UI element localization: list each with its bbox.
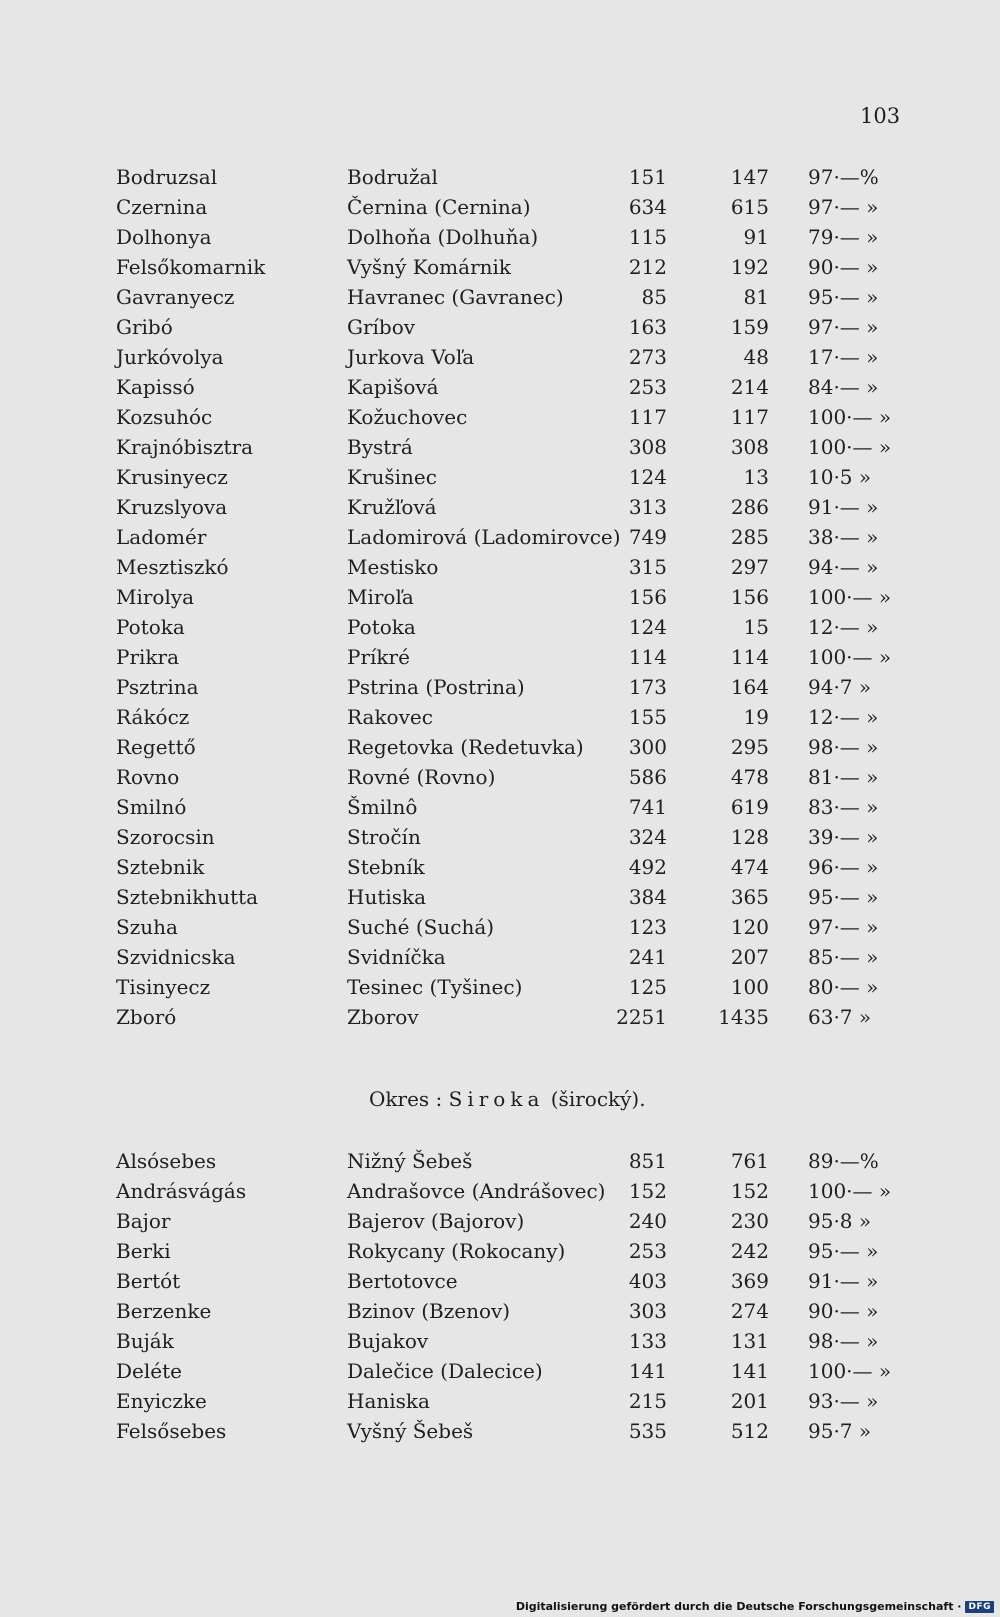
percentage: 89·—% [808,1149,879,1173]
table-row [0,162,1000,192]
hungarian-name: Bodruzsal [116,165,218,189]
total-count: 151 [628,165,667,189]
digitization-footer [516,1600,994,1613]
slovak-name: Krušinec [347,465,437,489]
percentage: 12·— » [808,705,879,729]
total-count: 273 [628,345,667,369]
hungarian-name: Kapissó [116,375,195,399]
group-count: 201 [730,1389,769,1413]
total-count: 253 [628,375,667,399]
group-count: 152 [730,1179,769,1203]
slovak-name: Dolhoňa (Dolhuňa) [347,225,539,249]
total-count: 124 [628,615,667,639]
slovak-name: Ladomirová (Ladomirovce) [347,525,621,549]
table-row [0,552,1000,582]
total-count: 173 [628,675,667,699]
percentage: 100·— » [808,1179,892,1203]
group-count: 147 [730,165,769,189]
table-row [0,402,1000,432]
percentage: 85·— » [808,945,879,969]
hungarian-name: Potoka [116,615,185,639]
slovak-name: Bujakov [347,1329,429,1353]
percentage: 95·8 » [808,1209,872,1233]
percentage: 84·— » [808,375,879,399]
percentage: 95·— » [808,1239,879,1263]
total-count: 152 [628,1179,667,1203]
hungarian-name: Sztebnik [116,855,205,879]
percentage: 94·— » [808,555,879,579]
total-count: 749 [628,525,667,549]
table-row [0,312,1000,342]
group-count: 297 [730,555,769,579]
group-count: 365 [730,885,769,909]
table-row [0,1296,1000,1326]
slovak-name: Miroľa [347,585,414,609]
table-row [0,762,1000,792]
slovak-name: Haniska [347,1389,430,1413]
slovak-name: Zborov [347,1005,419,1029]
percentage: 10·5 » [808,465,872,489]
group-count: 156 [730,585,769,609]
hungarian-name: Gavranyecz [116,285,235,309]
group-count: 48 [743,345,769,369]
group-count: 13 [743,465,769,489]
table-row [0,1146,1000,1176]
total-count: 114 [628,645,667,669]
table-row [0,1266,1000,1296]
total-count: 324 [628,825,667,849]
total-count: 117 [628,405,667,429]
total-count: 851 [628,1149,667,1173]
percentage: 95·— » [808,285,879,309]
percentage: 96·— » [808,855,879,879]
percentage: 17·— » [808,345,879,369]
group-count: 478 [730,765,769,789]
total-count: 403 [628,1269,667,1293]
slovak-name: Jurkova Voľa [347,345,475,369]
total-count: 253 [628,1239,667,1263]
hungarian-name: Tisinyecz [116,975,211,999]
group-count: 1435 [718,1005,769,1029]
group-count: 192 [730,255,769,279]
group-count: 100 [730,975,769,999]
hungarian-name: Felsőkomarnik [116,255,266,279]
table-row [0,942,1000,972]
hungarian-name: Kozsuhóc [116,405,213,429]
hungarian-name: Szvidnicska [116,945,236,969]
group-count: 19 [743,705,769,729]
table-row [0,1176,1000,1206]
group-count: 242 [730,1239,769,1263]
table-row [0,732,1000,762]
hungarian-name: Buják [116,1329,174,1353]
slovak-name: Havranec (Gavranec) [347,285,564,309]
table-row [0,1356,1000,1386]
percentage: 97·— » [808,915,879,939]
slovak-name: Černina (Cernina) [347,195,531,219]
percentage: 95·— » [808,885,879,909]
hungarian-name: Czernina [116,195,208,219]
table-row [0,282,1000,312]
table-row [0,852,1000,882]
total-count: 313 [628,495,667,519]
slovak-name: Kožuchovec [347,405,468,429]
group-count: 474 [730,855,769,879]
group-count: 369 [730,1269,769,1293]
percentage: 39·— » [808,825,879,849]
hungarian-name: Rákócz [116,705,190,729]
percentage: 91·— » [808,495,879,519]
table-row [0,972,1000,1002]
total-count: 125 [628,975,667,999]
percentage: 100·— » [808,585,892,609]
group-count: 207 [730,945,769,969]
hungarian-name: Zboró [116,1005,177,1029]
total-count: 163 [628,315,667,339]
slovak-name: Potoka [347,615,416,639]
table-row [0,222,1000,252]
slovak-name: Regetovka (Redetuvka) [347,735,584,759]
slovak-name: Hutiska [347,885,427,909]
table-row [0,1002,1000,1032]
table-row [0,642,1000,672]
table-row [0,192,1000,222]
group-count: 141 [730,1359,769,1383]
slovak-name: Kapišová [347,375,439,399]
page-number: 103 [860,104,901,128]
slovak-name: Vyšný Šebeš [347,1419,474,1443]
percentage: 90·— » [808,255,879,279]
group-count: 761 [730,1149,769,1173]
table-row [0,372,1000,402]
table-row [0,582,1000,612]
slovak-name: Mestisko [347,555,439,579]
slovak-name: Bystrá [347,435,413,459]
slovak-name: Stebník [347,855,425,879]
percentage: 98·— » [808,735,879,759]
table-row [0,1206,1000,1236]
table-row [0,252,1000,282]
table-row [0,1236,1000,1266]
group-count: 131 [730,1329,769,1353]
percentage: 98·— » [808,1329,879,1353]
hungarian-name: Jurkóvolya [116,345,224,369]
hungarian-name: Kruzslyova [116,495,228,519]
table-row [0,702,1000,732]
slovak-name: Bajerov (Bajorov) [347,1209,525,1233]
table-row [0,1386,1000,1416]
group-count: 159 [730,315,769,339]
group-count: 164 [730,675,769,699]
total-count: 492 [628,855,667,879]
dfg-logo: DFG [965,1601,994,1613]
hungarian-name: Sztebnikhutta [116,885,259,909]
total-count: 212 [628,255,667,279]
total-count: 384 [628,885,667,909]
total-count: 215 [628,1389,667,1413]
table-row [0,492,1000,522]
table-row [0,462,1000,492]
total-count: 133 [628,1329,667,1353]
percentage: 79·— » [808,225,879,249]
percentage: 81·— » [808,765,879,789]
hungarian-name: Regettő [116,735,196,759]
hungarian-name: Ladomér [116,525,207,549]
group-count: 295 [730,735,769,759]
percentage: 12·— » [808,615,879,639]
total-count: 156 [628,585,667,609]
hungarian-name: Szuha [116,915,178,939]
slovak-name: Bertotovce [347,1269,458,1293]
table-row [0,612,1000,642]
total-count: 535 [628,1419,667,1443]
table-row [0,1416,1000,1446]
total-count: 155 [628,705,667,729]
total-count: 586 [628,765,667,789]
slovak-name: Svidníčka [347,945,446,969]
hungarian-name: Mesztiszkó [116,555,229,579]
slovak-name: Príkré [347,645,410,669]
heading-district: Siroka [448,1087,545,1111]
total-count: 85 [641,285,667,309]
table-row [0,882,1000,912]
hungarian-name: Felsősebes [116,1419,227,1443]
slovak-name: Rakovec [347,705,433,729]
table-row [0,1326,1000,1356]
slovak-name: Šmilnô [347,795,418,819]
group-count: 615 [730,195,769,219]
percentage: 80·— » [808,975,879,999]
total-count: 634 [628,195,667,219]
total-count: 315 [628,555,667,579]
group-count: 274 [730,1299,769,1323]
hungarian-name: Berki [116,1239,171,1263]
total-count: 141 [628,1359,667,1383]
percentage: 83·— » [808,795,879,819]
total-count: 240 [628,1209,667,1233]
percentage: 93·— » [808,1389,879,1413]
hungarian-name: Psztrina [116,675,199,699]
percentage: 90·— » [808,1299,879,1323]
total-count: 123 [628,915,667,939]
slovak-name: Vyšný Komárnik [347,255,512,279]
total-count: 300 [628,735,667,759]
table-row [0,822,1000,852]
group-count: 91 [743,225,769,249]
table-row [0,432,1000,462]
hungarian-name: Prikra [116,645,180,669]
slovak-name: Pstrina (Postrina) [347,675,525,699]
slovak-name: Kružľová [347,495,437,519]
percentage: 100·— » [808,435,892,459]
group-count: 15 [743,615,769,639]
group-count: 286 [730,495,769,519]
total-count: 241 [628,945,667,969]
village-table-2 [0,1146,1000,1446]
hungarian-name: Dolhonya [116,225,212,249]
hungarian-name: Bajor [116,1209,171,1233]
hungarian-name: Berzenke [116,1299,212,1323]
percentage: 38·— » [808,525,879,549]
hungarian-name: Enyiczke [116,1389,207,1413]
group-count: 117 [730,405,769,429]
group-count: 512 [730,1419,769,1443]
table-row [0,522,1000,552]
hungarian-name: Rovno [116,765,180,789]
group-count: 214 [730,375,769,399]
total-count: 124 [628,465,667,489]
table-row [0,342,1000,372]
total-count: 2251 [616,1005,667,1029]
group-count: 120 [730,915,769,939]
hungarian-name: Krajnóbisztra [116,435,254,459]
slovak-name: Stročín [347,825,421,849]
percentage: 97·—% [808,165,879,189]
group-count: 308 [730,435,769,459]
hungarian-name: Krusinyecz [116,465,228,489]
group-count: 619 [730,795,769,819]
village-table-1 [0,162,1000,1032]
percentage: 100·— » [808,645,892,669]
hungarian-name: Deléte [116,1359,182,1383]
hungarian-name: Szorocsin [116,825,215,849]
footer-text: Digitalisierung gefördert durch die Deutsche Forschungsgemeinschaft · [515,1600,962,1613]
heading-suffix: (širocký). [550,1087,646,1111]
total-count: 741 [628,795,667,819]
hungarian-name: Gribó [116,315,173,339]
slovak-name: Andrašovce (Andrášovec) [347,1179,606,1203]
group-count: 230 [730,1209,769,1233]
group-count: 81 [743,285,769,309]
slovak-name: Dalečice (Dalecice) [347,1359,543,1383]
slovak-name: Nižný Šebeš [347,1149,473,1173]
percentage: 100·— » [808,405,892,429]
slovak-name: Bzinov (Bzenov) [347,1299,511,1323]
percentage: 95·7 » [808,1419,872,1443]
hungarian-name: Bertót [116,1269,181,1293]
group-count: 128 [730,825,769,849]
total-count: 115 [628,225,667,249]
percentage: 97·— » [808,315,879,339]
percentage: 91·— » [808,1269,879,1293]
slovak-name: Suché (Suchá) [347,915,495,939]
percentage: 97·— » [808,195,879,219]
percentage: 63·7 » [808,1005,872,1029]
slovak-name: Gríbov [347,315,416,339]
total-count: 303 [628,1299,667,1323]
hungarian-name: Andrásvágás [116,1179,247,1203]
percentage: 100·— » [808,1359,892,1383]
table-row [0,672,1000,702]
table-row [0,912,1000,942]
total-count: 308 [628,435,667,459]
group-count: 114 [730,645,769,669]
percentage: 94·7 » [808,675,872,699]
hungarian-name: Alsósebes [116,1149,217,1173]
slovak-name: Tesinec (Tyšinec) [347,975,523,999]
hungarian-name: Mirolya [116,585,195,609]
hungarian-name: Smilnó [116,795,187,819]
slovak-name: Rovné (Rovno) [347,765,496,789]
heading-prefix: Okres : [369,1087,443,1111]
table-row [0,792,1000,822]
slovak-name: Rokycany (Rokocany) [347,1239,566,1263]
slovak-name: Bodružal [347,165,438,189]
group-count: 285 [730,525,769,549]
